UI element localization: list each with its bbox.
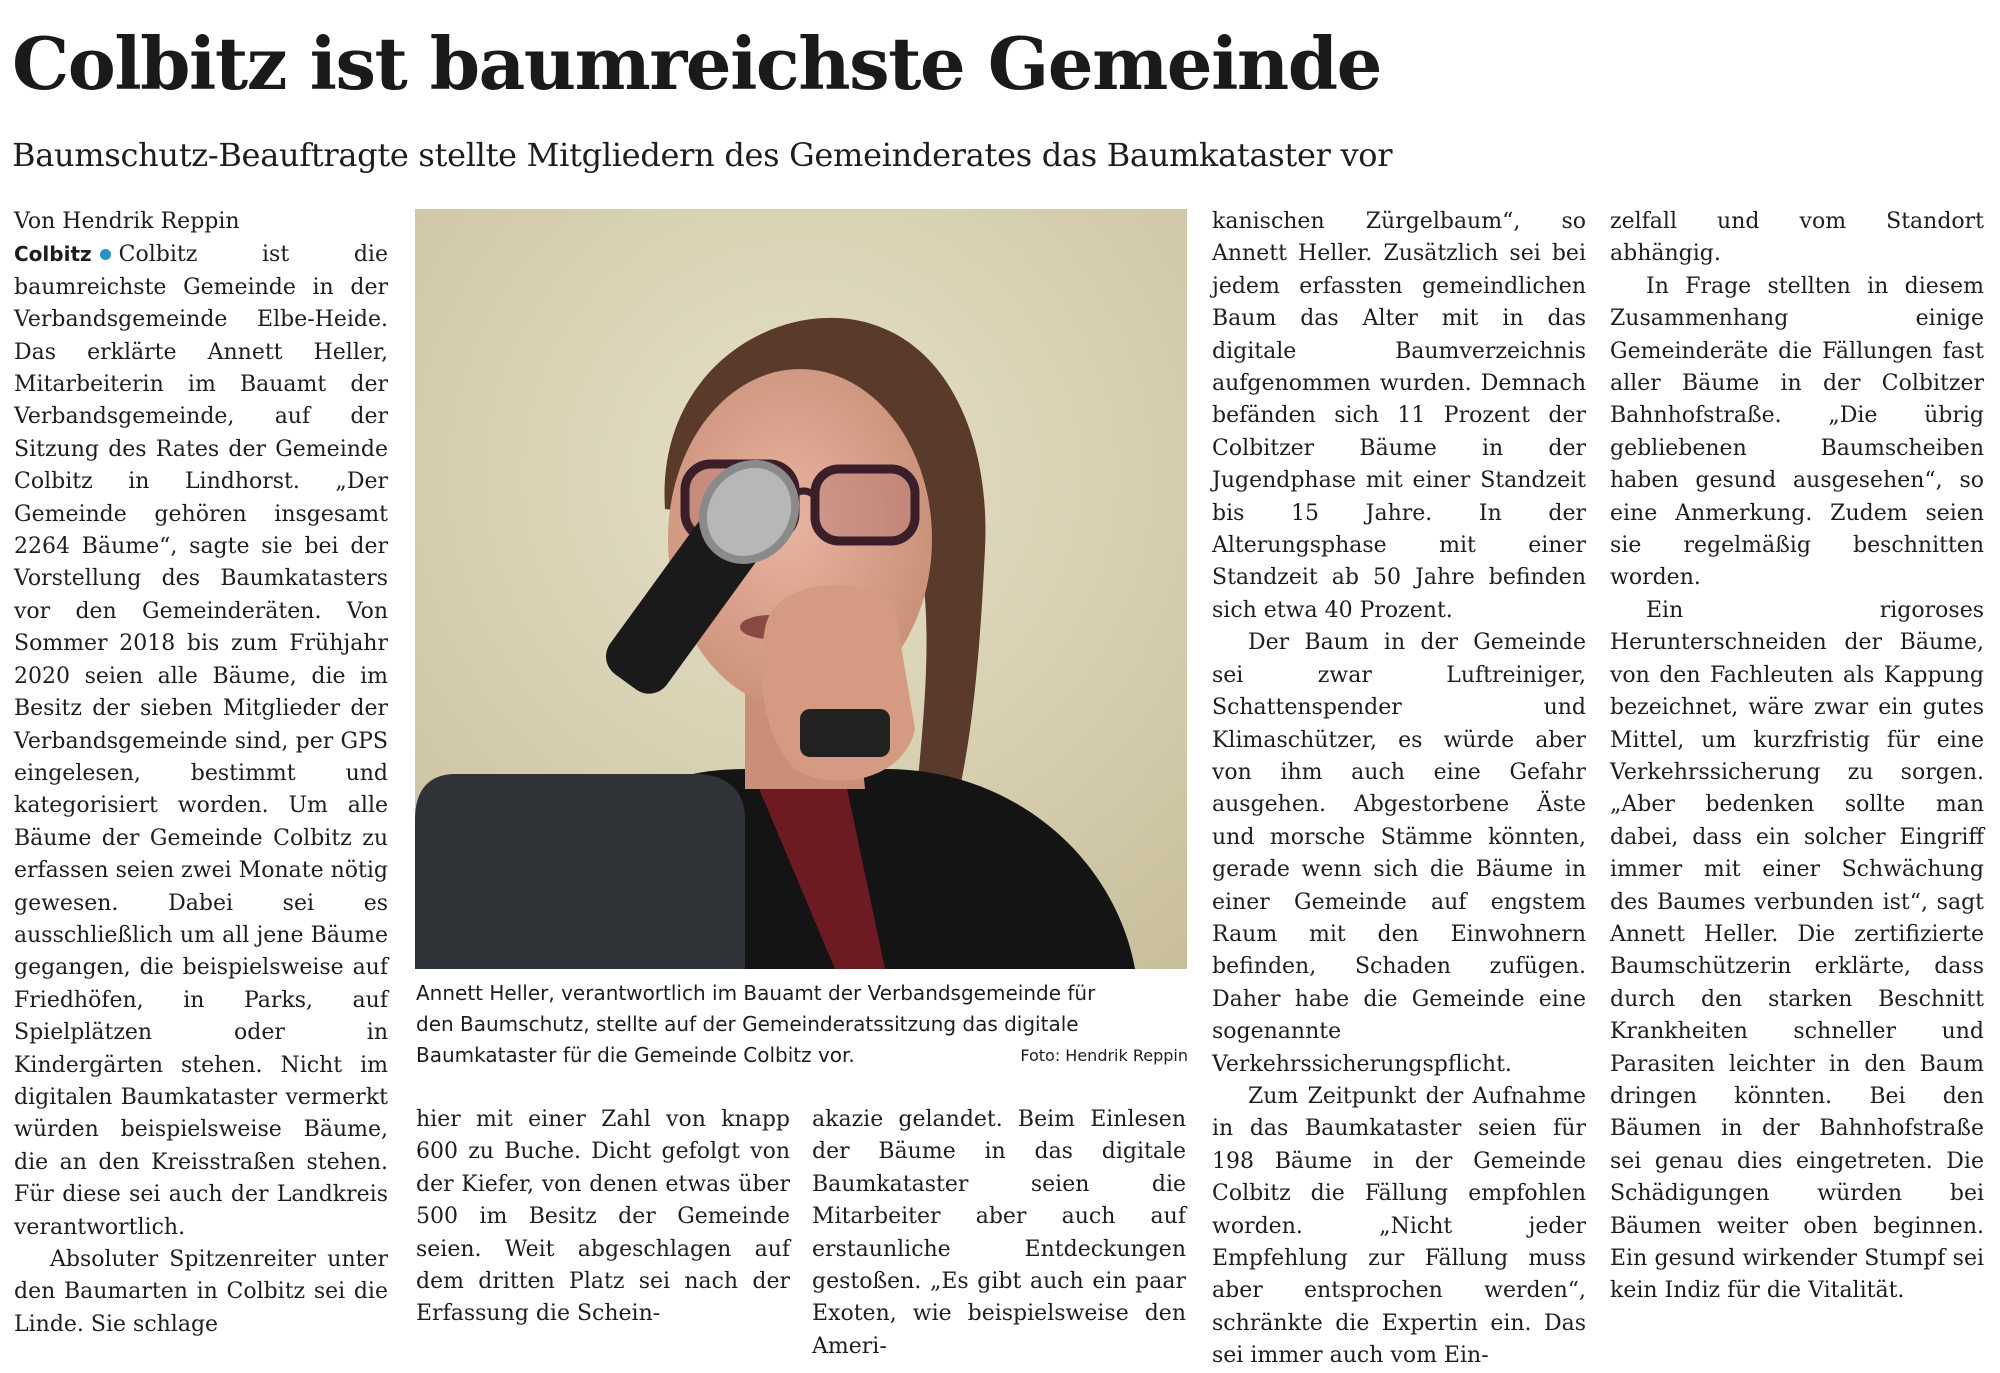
lead-paragraph [14,238,388,1244]
subheadline: Baumschutz-Beauftragte stellte Mitgliedern des Gemeinderates das Baumkataster vor [12,136,1393,174]
article-column-1 [14,206,388,1341]
paragraph: hier mit einer Zahl von knapp 600 zu Buche. Dicht gefolgt von der Kiefer, von denen etwas über 500 im Besitz der Gemeinde seien. Weit abgeschlagen auf dem dritten Platz sei nach der Erfassung die Schein- [416,1107,790,1327]
photo-caption [416,978,1188,1071]
paragraph: In Frage stellten in diesem Zusammenhang einige Gemeinderäte die Fällungen fast aller Bäume in der Colbitzer Bahnhofstraße. „Die übrig gebliebenen Baumscheiben haben gesund ausgesehen“, so eine Anmerkung. Zudem seien sie regelmäßig beschnitten worden. [1610,273,1984,591]
paragraph: Der Baum in der Gemeinde sei zwar Luftreiniger, Schattenspender und Klimaschützer, es würde aber von ihm auch eine Gefahr ausgehen. Abgestorbene Äste und morsche Stämme könnten, gerade wenn sich die Bäume in einer Gemeinde auf engstem Raum mit den Einwohnern befinden, Schaden zufügen. Daher habe die Gemeinde eine sogenannte Verkehrssicherungspflicht. [1212,630,1586,1077]
headline: Colbitz ist baumreichste Gemeinde [12,21,1381,106]
article-column-3 [812,1104,1186,1363]
article-column-2 [416,1104,790,1331]
article-column-5 [1610,206,1984,1308]
caption-line: den Baumschutz, stellte auf der Gemeinderatssitzung das digitale [416,1012,1079,1036]
paragraph: kanischen Zürgelbaum“, so Annett Heller. Zusätzlich sei bei jedem erfassten gemeindlichen Baum das Alter mit in das digitale Baumverzeichnis aufgenommen wurden. Demnach befänden sich 11 Prozent der Colbitzer Bäume in der Jugendphase mit einer Standzeit bis 15 Jahre. In der Alterungsphase mit einer Standzeit ab 50 Jahre befinden sich etwa 40 Prozent. [1212,209,1586,623]
photo-credit: Foto: Hendrik Reppin [1020,1046,1188,1065]
article-column-4 [1212,206,1586,1373]
dateline-bullet-icon [100,249,111,260]
paragraph-text: Colbitz ist die baumreichste Gemeinde in der Verbandsgemeinde Elbe-Heide. Das erklärte Annett Heller, Mitarbeiterin im Bauamt der Verbandsgemeinde, auf der Sitzung des Rates der Gemeinde Colbitz in Lindhorst. „Der Gemeinde gehören insgesamt 2264 Bäume“, sagte sie bei der Vorstellung des Baumkatasters vor den Gemeinderäten. Von Sommer 2018 bis zum Frühjahr 2020 seien alle Bäume, die im Besitz der sieben Mitglieder der Verbandsgemeinde sind, per GPS eingelesen, bestimmt und kategorisiert worden. Um alle Bäume der Gemeinde Colbitz zu erfassen seien zwei Monate nötig gewesen. Dabei sei es ausschließlich um all jene Bäume gegangen, die beispielsweise auf Friedhöfen, in Parks, auf Spielplätzen oder in Kindergärten stehen. Nicht im digitalen Baumkataster vermerkt würden beispielsweise Bäume, die an den Kreisstraßen stehen. Für diese sei auch der Landkreis verantwortlich. [14,242,388,1240]
dateline: Colbitz [14,242,92,267]
paragraph: Absoluter Spitzenreiter unter den Baumarten in Colbitz sei die Linde. Sie schlage [14,1247,388,1337]
paragraph: Zum Zeitpunkt der Aufnahme in das Baumkataster seien für 198 Bäume in der Gemeinde Colbitz die Fällung empfohlen worden. „Nicht jeder Empfehlung zur Fällung muss aber entsprochen werden“, schränkte die Expertin ein. Das sei immer auch vom Ein- [1212,1083,1586,1369]
paragraph: Ein rigoroses Herunterschneiden der Bäume, von den Fachleuten als Kappung bezeichnet, wäre zwar ein gutes Mittel, um kurzfristig für eine Verkehrssicherung zu sorgen. „Aber bedenken sollte man dabei, dass ein solcher Eingriff immer mit einer Schwächung des Baumes verbunden ist“, sagt Annett Heller. Die zertifizierte Baumschützerin erklärte, dass durch den starken Beschnitt Krankheiten schneller und Parasiten leichter in den Baum dringen könnten. Bei den Bäumen in der Bahnhofstraße sei genau dies eingetreten. Die Schädigungen würden bei Bäumen weiter oben beginnen. Ein gesund wirkender Stumpf sei kein Indiz für die Vitalität. [1610,597,1984,1304]
paragraph: zelfall und vom Standort abhängig. [1610,209,1984,267]
paragraph: akazie gelandet. Beim Einlesen der Bäume in das digitale Baumkataster seien die Mitarbeiter aber auch auf erstaunliche Entdeckungen gestoßen. „Es gibt auch ein paar Exoten, wie beispielsweise den Ameri- [812,1107,1186,1359]
caption-line: Baumkataster für die Gemeinde Colbitz vor. [416,1043,855,1067]
byline: Von Hendrik Reppin [14,209,240,234]
caption-line: Annett Heller, verantwortlich im Bauamt der Verbandsgemeinde für [416,981,1096,1005]
article-photo [415,209,1187,969]
